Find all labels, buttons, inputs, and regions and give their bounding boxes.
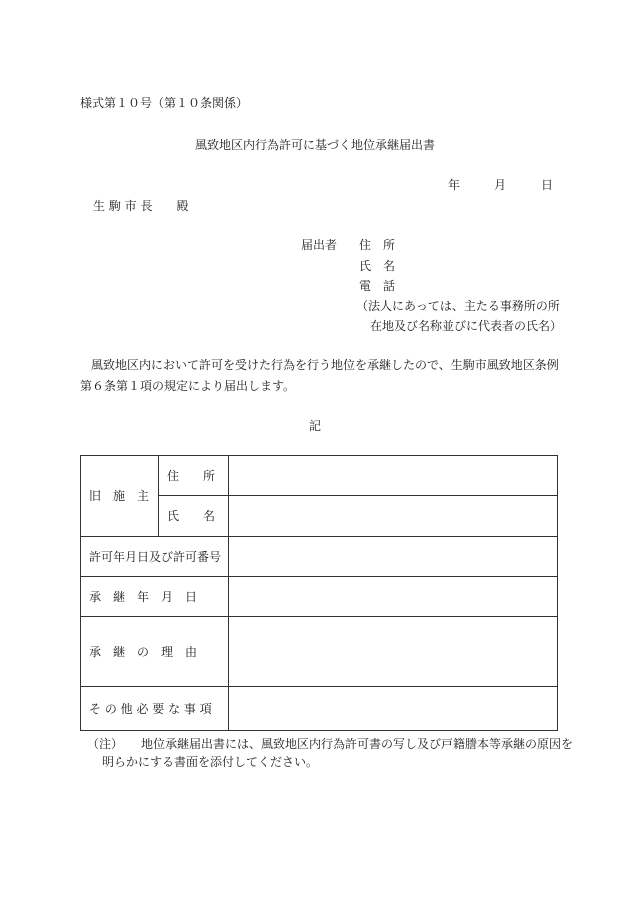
body-text-line2: 第６条第１項の規定により届出します。 — [80, 379, 296, 393]
table-row — [81, 617, 558, 687]
applicant-name-label: 氏 名 — [359, 259, 396, 273]
footnote-text-1: 地位承継届出書には、風致地区内行為許可書の写し及び戸籍謄本等承継の原因を — [141, 737, 574, 751]
other-matters-value[interactable] — [229, 687, 558, 731]
succession-reason-value[interactable] — [229, 617, 558, 687]
form-number: 様式第１０号（第１０条関係） — [80, 96, 249, 110]
address-label: 住 所 — [159, 456, 229, 496]
date-year-label: 年 — [448, 178, 461, 192]
footnote-line1 — [87, 738, 573, 750]
permit-date-number-value[interactable] — [229, 537, 558, 577]
footnote-line2: 明らかにする書面を添付してください。 — [102, 755, 319, 769]
name-value[interactable] — [229, 496, 558, 537]
other-matters-label: そ の 他 必 要 な 事 項 — [81, 687, 229, 731]
applicant-phone-label: 電 話 — [359, 279, 396, 293]
applicant-label: 届出者 — [301, 238, 338, 252]
applicant-address-label: 住 所 — [359, 238, 396, 252]
date-day-label: 日 — [541, 178, 554, 192]
date-month-label: 月 — [494, 178, 507, 192]
succession-reason-label: 承 継 の 理 由 — [81, 617, 229, 687]
former-applicant-label: 旧 施 主 — [81, 456, 159, 537]
ki-heading: 記 — [308, 419, 321, 433]
name-label: 氏 名 — [159, 496, 229, 537]
document-title: 風致地区内行為許可に基づく地位承継届出書 — [194, 138, 435, 152]
corporate-note-line2: 在地及び名称並びに代表者の氏名） — [370, 319, 563, 333]
details-table — [80, 455, 558, 731]
succession-date-value[interactable] — [229, 577, 558, 617]
footnote-mark: （注） — [87, 737, 124, 751]
address-value[interactable] — [229, 456, 558, 496]
body-text-line1: 風致地区内において許可を受けた行為を行う地位を承継したので、生駒市風致地区条例 — [91, 358, 559, 372]
table-row — [81, 577, 558, 617]
table-row — [81, 456, 558, 496]
permit-date-number-label: 許可年月日及び許可番号 — [81, 537, 229, 577]
addressee: 生 駒 市 長 殿 — [93, 199, 189, 213]
corporate-note-line1: （法人にあっては、主たる事務所の所 — [356, 299, 560, 313]
table-row — [81, 537, 558, 577]
succession-date-label: 承 継 年 月 日 — [81, 577, 229, 617]
table-row — [81, 687, 558, 731]
